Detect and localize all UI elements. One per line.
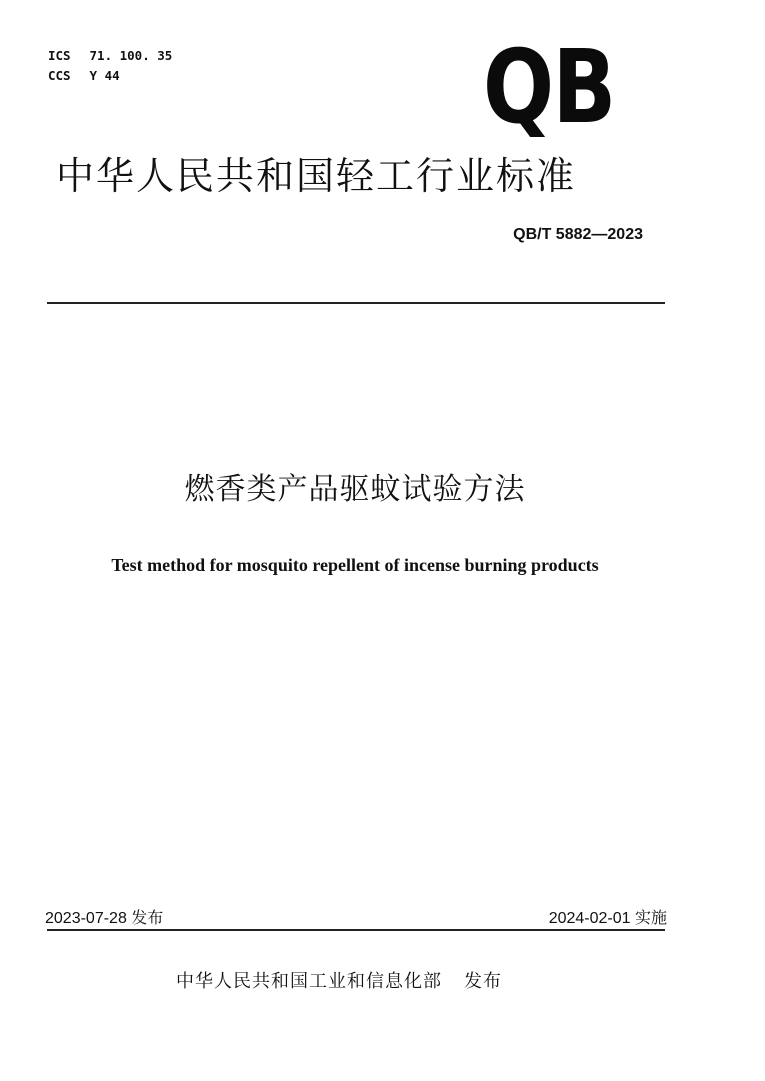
bottom-divider xyxy=(47,929,665,931)
ccs-line xyxy=(48,66,172,86)
issue-date: 2023-07-28 发布 xyxy=(45,910,164,927)
ics-value: 71. 100. 35 xyxy=(89,48,173,63)
ics-line xyxy=(48,46,172,66)
ics-label: ICS xyxy=(48,48,71,63)
issuer-action: 发布 xyxy=(464,971,502,992)
standard-number: QB/T 5882—2023 xyxy=(513,226,643,243)
ccs-value: Y 44 xyxy=(89,68,120,83)
publisher-line xyxy=(176,967,502,993)
document-title-cn: 燃香类产品驱蚊试验方法 xyxy=(184,472,526,507)
issuer-name: 中华人民共和国工业和信息化部 xyxy=(176,971,442,992)
standard-type-title: 中华人民共和国轻工行业标准 xyxy=(56,154,577,198)
classification-block xyxy=(48,46,172,86)
document-title-en: Test method for mosquito repellent of incense burning products xyxy=(111,555,599,575)
implement-date: 2024-02-01 实施 xyxy=(548,910,667,927)
ccs-label: CCS xyxy=(48,68,71,83)
qb-logo: QB xyxy=(483,28,615,147)
top-divider xyxy=(47,302,665,304)
